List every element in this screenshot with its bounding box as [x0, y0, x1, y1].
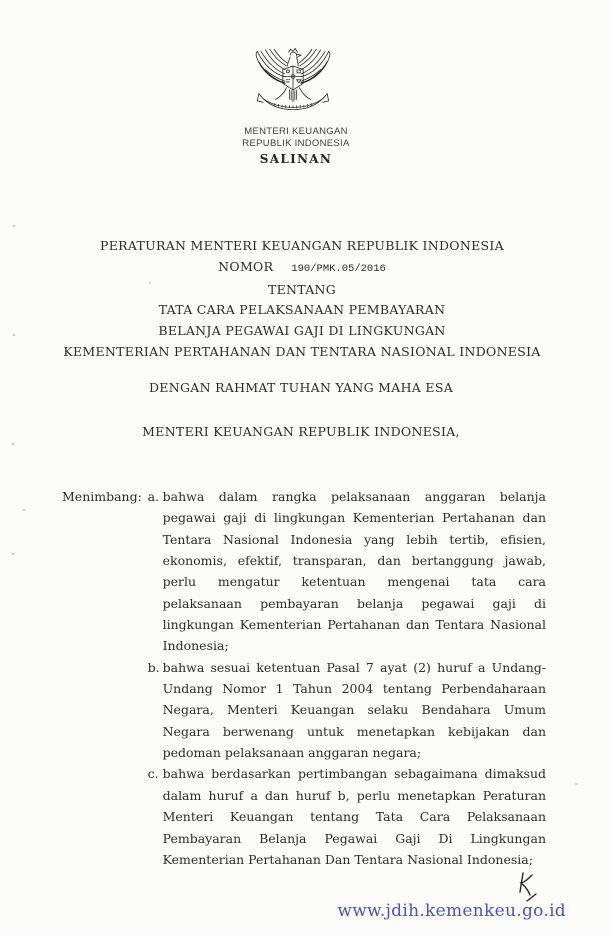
tentang-label: TENTANG [267, 281, 337, 297]
body-text-line: Pembayaran Belanja Pegawai Gaji Di Lingkungan [162, 830, 546, 846]
invocation-line: DENGAN RAHMAT TUHAN YANG MAHA ESA [148, 380, 454, 395]
ministry-name-line1: MENTERI KEUANGAN [244, 126, 348, 137]
body-text-line: bahwa dalam rangka pelaksanaan anggaran belanja [162, 489, 546, 504]
body-text-line: pegawai gaji di lingkungan Kementerian Pertahanan dan [162, 510, 546, 526]
item-marker: a. [147, 489, 160, 504]
considering-colon: : [137, 489, 142, 504]
body-text-line: Tentara Nasional Indonesia yang lebih tertib, efisien, [162, 531, 546, 547]
jdih-url-link[interactable]: www.jdih.kemenkeu.go.id [337, 901, 566, 921]
considering-section [62, 486, 546, 870]
ministry-name-line2: REPUBLIK INDONESIA [242, 137, 350, 149]
body-text-line: Indonesia; [162, 638, 229, 654]
considering-label: Menimbang [62, 489, 138, 504]
body-text-line: Menteri Keuangan tentang Tata Cara Pelaksanaan [162, 809, 546, 825]
nomor-value: 190/PMK.05/2016 [291, 262, 386, 275]
considering-items [148, 486, 546, 870]
body-text-line: dalam huruf a dan huruf b, perlu menetapkan Peraturan [162, 787, 546, 803]
regulation-number-line [0, 257, 608, 280]
considering-item-a [148, 486, 546, 657]
regulation-title: PERATURAN MENTERI KEUANGAN REPUBLIK INDONESIA [100, 238, 504, 253]
considering-item-b [148, 657, 546, 764]
body-text-line: Undang Nomor 1 Tahun 2004 tentang Perbendaharaan [162, 681, 546, 697]
subject-line-2: BELANJA PEGAWAI GAJI DI LINGKUNGAN [158, 323, 446, 339]
body-text-line: Negara berwenang untuk menetapkan kebijakan dan [162, 723, 546, 739]
regulation-title-block [0, 236, 608, 363]
body-text-line: Kementerian Pertahanan Dan Tentara Nasional Indonesia; [162, 851, 533, 867]
scan-speck [13, 225, 15, 227]
body-text-line: ekonomis, efektif, transparan, dan bertanggung jawab, [162, 553, 546, 569]
body-text-line: lingkungan Kementerian Pertahanan dan Tentara Nasional [162, 617, 546, 633]
paraf-initial-mark [513, 870, 539, 902]
body-text-line: Negara, Menteri Keuangan selaku Bendahara Umum [162, 702, 546, 718]
authority-line: MENTERI KEUANGAN REPUBLIK INDONESIA, [142, 424, 460, 439]
subject-line-1: TATA CARA PELAKSANAAN PEMBAYARAN [158, 302, 446, 318]
body-text-line: perlu mengatur ketentuan mengenai tata cara [162, 574, 546, 590]
item-marker: c. [147, 766, 159, 782]
considering-item-c [148, 763, 546, 870]
scan-speck [12, 553, 14, 555]
body-text-line: bahwa berdasarkan pertimbangan sebagaimana dimaksud [162, 766, 546, 782]
scan-speck [23, 509, 25, 511]
copy-stamp-label: SALINAN [259, 152, 333, 166]
body-text-line: bahwa sesuai ketentuan Pasal 7 ayat (2) huruf a Undang- [162, 659, 546, 675]
ministry-letterhead [0, 126, 602, 166]
body-text-line: pedoman pelaksanaan anggaran negara; [162, 745, 422, 761]
item-marker: b. [147, 659, 160, 675]
scan-speck [12, 443, 14, 445]
garuda-pancasila-emblem [253, 42, 333, 119]
nomor-label: NOMOR [218, 258, 274, 274]
body-text-line: pelaksanaan pembayaran belanja pegawai gaji di [162, 595, 546, 611]
subject-line-3: KEMENTERIAN PERTAHANAN DAN TENTARA NASIONAL INDONESIA [63, 343, 541, 359]
scan-speck [575, 783, 578, 785]
